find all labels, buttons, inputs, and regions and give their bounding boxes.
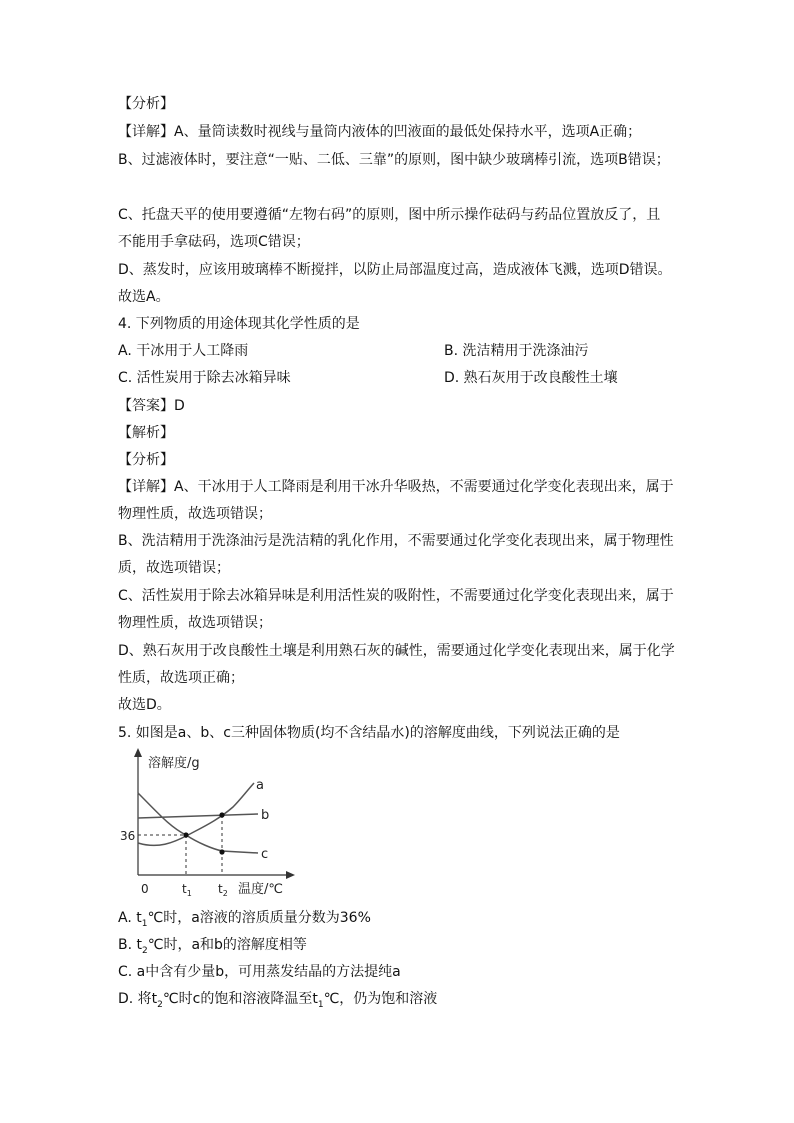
q4-detail-c-line1: C、活性炭用于除去冰箱异味是利用活性炭的吸附性，不需要通过化学变化表现出来，属于: [118, 588, 674, 604]
conclusion-q4: 故选D。: [118, 697, 171, 713]
curve-b: [138, 814, 258, 818]
q4-detail-b-line1: B、洗洁精用于洗涤油污是洗洁精的乳化作用，不需要通过化学变化表现出来，属于物理性: [118, 533, 674, 549]
q4-detail-c-line2: 物理性质，故选项错误；: [118, 615, 272, 631]
detail-b: B、过滤液体时，要注意“一贴、二低、三靠”的原则，图中缺少玻璃棒引流，选项B错误；: [118, 152, 670, 168]
detail-c-line2: 不能用手拿砝码，选项C错误；: [118, 234, 310, 250]
detail-c-line1: C、托盘天平的使用要遵循“左物右码”的原则，图中所示操作砝码与药品位置放反了，且: [118, 207, 661, 223]
curve-c: [138, 793, 258, 853]
q5-option-d: D. 将$t_2℃$时c的饱和溶液降温至$t_1℃$，仍为饱和溶液: [118, 991, 438, 1010]
solubility-curve-graph: [118, 745, 308, 900]
x-axis-label: 温度/℃: [238, 882, 283, 897]
q4-option-d: D. 熟石灰用于改良酸性土壤: [444, 370, 618, 386]
q4-detail-d-line2: 性质，故选项正确；: [118, 670, 244, 686]
curve-a-label: a: [256, 778, 264, 793]
q4-fenxi: 【分析】: [118, 452, 174, 468]
conclusion-q3: 故选A。: [118, 289, 170, 305]
q5-option-b: B. $t_2℃$时，a和b的溶解度相等: [118, 937, 307, 956]
y-tick-36: 36: [120, 829, 136, 843]
y-axis-label: 溶解度/g: [148, 756, 200, 771]
curve-b-label: b: [261, 808, 270, 823]
q4-answer: 【答案】D: [118, 398, 185, 414]
q4-detail-a-line1: 【详解】A、干冰用于人工降雨是利用干冰升华吸热，不需要通过化学变化表现出来，属于: [118, 479, 674, 495]
q5-option-c: C. a中含有少量b，可用蒸发结晶的方法提纯a: [118, 964, 401, 980]
q4-option-a: A. 干冰用于人工降雨: [118, 343, 249, 359]
q5-option-a: A. $t_1℃$时，a溶液的溶质质量分数为36%: [118, 910, 371, 929]
point-t2-ab: [219, 812, 224, 817]
q4-detail-a-line2: 物理性质，故选项错误；: [118, 506, 272, 522]
point-t1-ac: [183, 832, 188, 837]
x-axis-arrow: [286, 871, 295, 879]
detail-a: 【详解】A、量筒读数时视线与量筒内液体的凹液面的最低处保持水平，选项A正确；: [118, 124, 642, 140]
detail-d: D、蒸发时，应该用玻璃棒不断搅拌，以防止局部温度过高，造成液体飞溅，选项D错误。: [118, 262, 672, 278]
analysis-heading: 【分析】: [118, 96, 174, 112]
question-5-stem: 5. 如图是a、b、c三种固体物质(均不含结晶水)的溶解度曲线，下列说法正确的是: [118, 725, 620, 741]
question-4-stem: 4. 下列物质的用途体现其化学性质的是: [118, 316, 360, 332]
point-t2-c: [219, 849, 224, 854]
q4-option-c: C. 活性炭用于除去冰箱异味: [118, 370, 291, 386]
t1-label: $t_1$: [182, 882, 192, 898]
y-axis-arrow: [134, 748, 142, 757]
q4-detail-d-line1: D、熟石灰用于改良酸性土壤是利用熟石灰的碱性，需要通过化学变化表现出来，属于化学: [118, 643, 675, 659]
q4-jiexi: 【解析】: [118, 425, 174, 441]
q4-detail-b-line2: 质，故选项错误；: [118, 560, 230, 576]
curve-c-label: c: [261, 847, 269, 862]
origin-label: 0: [141, 882, 149, 896]
q4-option-b: B. 洗洁精用于洗涤油污: [444, 343, 589, 359]
t2-label: $t_2$: [218, 882, 228, 898]
